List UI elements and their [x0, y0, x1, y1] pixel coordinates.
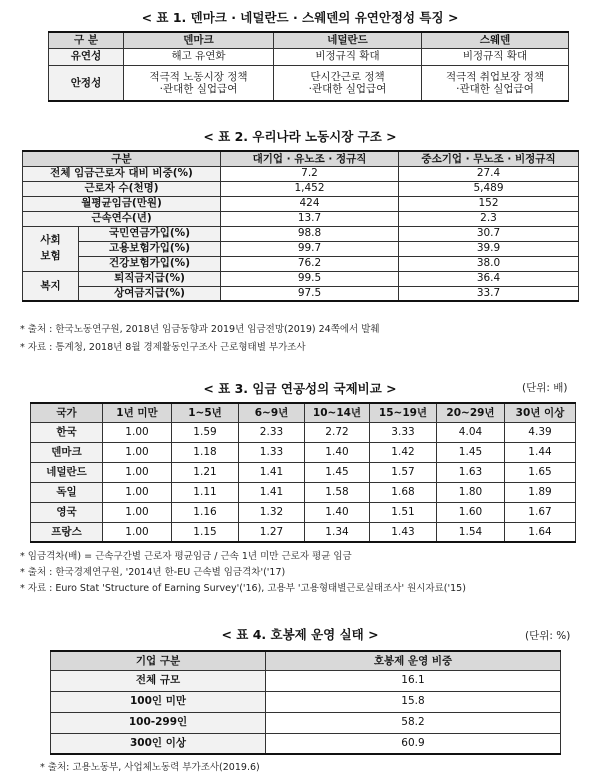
t3-cell: 1.42	[370, 442, 437, 462]
t3-note-source: * 출처 : 한국경제연구원, '2014년 한-EU 근속별 임금격차'('17)	[20, 567, 286, 578]
t3-cell: 1.63	[437, 462, 505, 482]
t3-cell: 1.00	[103, 462, 172, 482]
t3-cell: 3.33	[370, 422, 437, 442]
t2-group-welfare: 복지	[23, 271, 79, 301]
table1-title: < 표 1. 덴마크 · 네덜란드 · 스웨덴의 유연안정성 특징 >	[141, 10, 459, 25]
t4-cell: 60.9	[266, 733, 561, 754]
t3-cell: 1.45	[437, 442, 505, 462]
t3-cell: 1.33	[239, 442, 305, 462]
t3-header: 1년 미만	[103, 403, 172, 422]
t2-cell: 99.5	[221, 271, 399, 286]
t3-cell: 1.57	[370, 462, 437, 482]
t3-cell: 1.58	[305, 482, 370, 502]
t4-header-company: 기업 구분	[51, 651, 266, 670]
t3-cell: 1.89	[505, 482, 576, 502]
table3	[30, 402, 576, 543]
t3-cell: 1.11	[172, 482, 239, 502]
t4-cell: 16.1	[266, 670, 561, 691]
t3-cell: 1.60	[437, 502, 505, 522]
t2-cell: 33.7	[399, 286, 579, 301]
t3-cell: 1.00	[103, 522, 172, 542]
t2-row-label: 전체 임금근로자 대비 비중(%)	[23, 166, 221, 181]
t3-cell: 1.45	[305, 462, 370, 482]
t2-cell: 152	[399, 196, 579, 211]
t3-header: 30년 이상	[505, 403, 576, 422]
t4-row-label: 100-299인	[51, 712, 266, 733]
t2-row-label: 건강보험가입(%)	[79, 256, 221, 271]
t1-row-label-flexibility: 유연성	[49, 48, 124, 65]
t3-cell: 1.00	[103, 482, 172, 502]
t2-cell: 97.5	[221, 286, 399, 301]
t3-row-label: 영국	[31, 502, 103, 522]
t2-group-social-insurance: 사회 보험	[23, 226, 79, 271]
t3-cell: 1.67	[505, 502, 576, 522]
t3-cell: 1.00	[103, 502, 172, 522]
t3-note-data: * 자료 : Euro Stat 'Structure of Earning Survey'('16), 고용부 '고용형태별근로실태조사' 원시자료('15)	[20, 583, 466, 594]
t3-row-label: 프랑스	[31, 522, 103, 542]
t2-row-label: 근속연수(년)	[23, 211, 221, 226]
t2-cell: 39.9	[399, 241, 579, 256]
t4-note-source: * 출처: 고용노동부, 사업체노동력 부가조사(2019.6)	[40, 762, 260, 773]
t2-cell: 38.0	[399, 256, 579, 271]
t3-cell: 1.65	[505, 462, 576, 482]
t3-header: 10~14년	[305, 403, 370, 422]
table1	[48, 31, 569, 102]
t2-header-large: 대기업 · 유노조 · 정규직	[221, 151, 399, 166]
t3-note-formula: * 임금격차(배) = 근속구간별 근로자 평균임금 / 근속 1년 미만 근로자 평균 임금	[20, 551, 352, 562]
t2-cell: 2.3	[399, 211, 579, 226]
t4-row-label: 전체 규모	[51, 670, 266, 691]
t3-cell: 1.34	[305, 522, 370, 542]
t2-cell: 1,452	[221, 181, 399, 196]
table2	[22, 150, 579, 302]
t2-cell: 36.4	[399, 271, 579, 286]
table2-title: < 표 2. 우리나라 노동시장 구조 >	[203, 129, 397, 144]
t3-cell: 1.41	[239, 462, 305, 482]
t3-header: 20~29년	[437, 403, 505, 422]
t3-row-label: 네덜란드	[31, 462, 103, 482]
t2-row-label: 월평균임금(만원)	[23, 196, 221, 211]
table4-title: < 표 4. 호봉제 운영 실태 >	[221, 627, 379, 642]
t2-row-label: 퇴직금지급(%)	[79, 271, 221, 286]
t3-cell: 1.51	[370, 502, 437, 522]
t3-cell: 4.04	[437, 422, 505, 442]
t2-cell: 13.7	[221, 211, 399, 226]
t1-cell: 해고 유연화	[124, 48, 274, 65]
t2-cell: 424	[221, 196, 399, 211]
t2-cell: 7.2	[221, 166, 399, 181]
t3-cell: 1.80	[437, 482, 505, 502]
t3-cell: 1.41	[239, 482, 305, 502]
t3-cell: 1.40	[305, 502, 370, 522]
table3-title: < 표 3. 임금 연공성의 국제비교 >	[203, 381, 397, 396]
t3-cell: 1.18	[172, 442, 239, 462]
t4-cell: 15.8	[266, 691, 561, 712]
t3-cell: 1.21	[172, 462, 239, 482]
t3-header: 15~19년	[370, 403, 437, 422]
t3-cell: 2.72	[305, 422, 370, 442]
t2-header-small: 중소기업 · 무노조 · 비정규직	[399, 151, 579, 166]
t2-cell: 30.7	[399, 226, 579, 241]
t2-cell: 5,489	[399, 181, 579, 196]
t3-cell: 1.68	[370, 482, 437, 502]
t2-cell: 27.4	[399, 166, 579, 181]
t3-cell: 1.59	[172, 422, 239, 442]
t3-cell: 1.43	[370, 522, 437, 542]
table4	[50, 650, 561, 755]
t2-row-label: 국민연금가입(%)	[79, 226, 221, 241]
t1-header-netherlands: 네덜란드	[274, 32, 422, 48]
t4-cell: 58.2	[266, 712, 561, 733]
t1-cell: 비정규직 확대	[422, 48, 569, 65]
t3-cell: 1.32	[239, 502, 305, 522]
t3-unit: (단위: 배)	[522, 382, 568, 394]
t3-row-label: 덴마크	[31, 442, 103, 462]
t1-header-denmark: 덴마크	[124, 32, 274, 48]
t3-cell: 1.44	[505, 442, 576, 462]
t1-header-sweden: 스웨덴	[422, 32, 569, 48]
t3-cell: 1.16	[172, 502, 239, 522]
t2-cell: 76.2	[221, 256, 399, 271]
t1-cell: 비정규직 확대	[274, 48, 422, 65]
t2-cell: 99.7	[221, 241, 399, 256]
t4-unit: (단위: %)	[525, 630, 571, 642]
t3-cell: 2.33	[239, 422, 305, 442]
t4-row-label: 100인 미만	[51, 691, 266, 712]
t2-row-label: 근로자 수(천명)	[23, 181, 221, 196]
t4-header-ratio: 호봉제 운영 비중	[266, 651, 561, 670]
t2-header-category: 구분	[23, 151, 221, 166]
t1-header-category: 구 분	[49, 32, 124, 48]
t1-cell: 적극적 취업보장 정책 ·관대한 실업급여	[422, 65, 569, 101]
t3-cell: 1.64	[505, 522, 576, 542]
t3-cell: 1.54	[437, 522, 505, 542]
t3-cell: 1.27	[239, 522, 305, 542]
t2-row-label: 상여금지급(%)	[79, 286, 221, 301]
t2-row-label: 고용보험가입(%)	[79, 241, 221, 256]
t3-header: 1~5년	[172, 403, 239, 422]
t2-note-data: * 자료 : 통계청, 2018년 8월 경제활동인구조사 근로형태별 부가조사	[20, 342, 306, 353]
t2-note-source: * 출처 : 한국노동연구원, 2018년 임금동향과 2019년 임금전망(2019) 24쪽에서 발췌	[20, 324, 380, 335]
t2-cell: 98.8	[221, 226, 399, 241]
t1-cell: 단시간근로 정책 ·관대한 실업급여	[274, 65, 422, 101]
t3-row-label: 독일	[31, 482, 103, 502]
t1-row-label-stability: 안정성	[49, 65, 124, 101]
t3-row-label: 한국	[31, 422, 103, 442]
t3-header: 국가	[31, 403, 103, 422]
t3-cell: 1.00	[103, 442, 172, 462]
t3-cell: 4.39	[505, 422, 576, 442]
t3-cell: 1.00	[103, 422, 172, 442]
t1-cell: 적극적 노동시장 정책 ·관대한 실업급여	[124, 65, 274, 101]
t3-cell: 1.15	[172, 522, 239, 542]
t3-cell: 1.40	[305, 442, 370, 462]
t3-header: 6~9년	[239, 403, 305, 422]
t4-row-label: 300인 이상	[51, 733, 266, 754]
